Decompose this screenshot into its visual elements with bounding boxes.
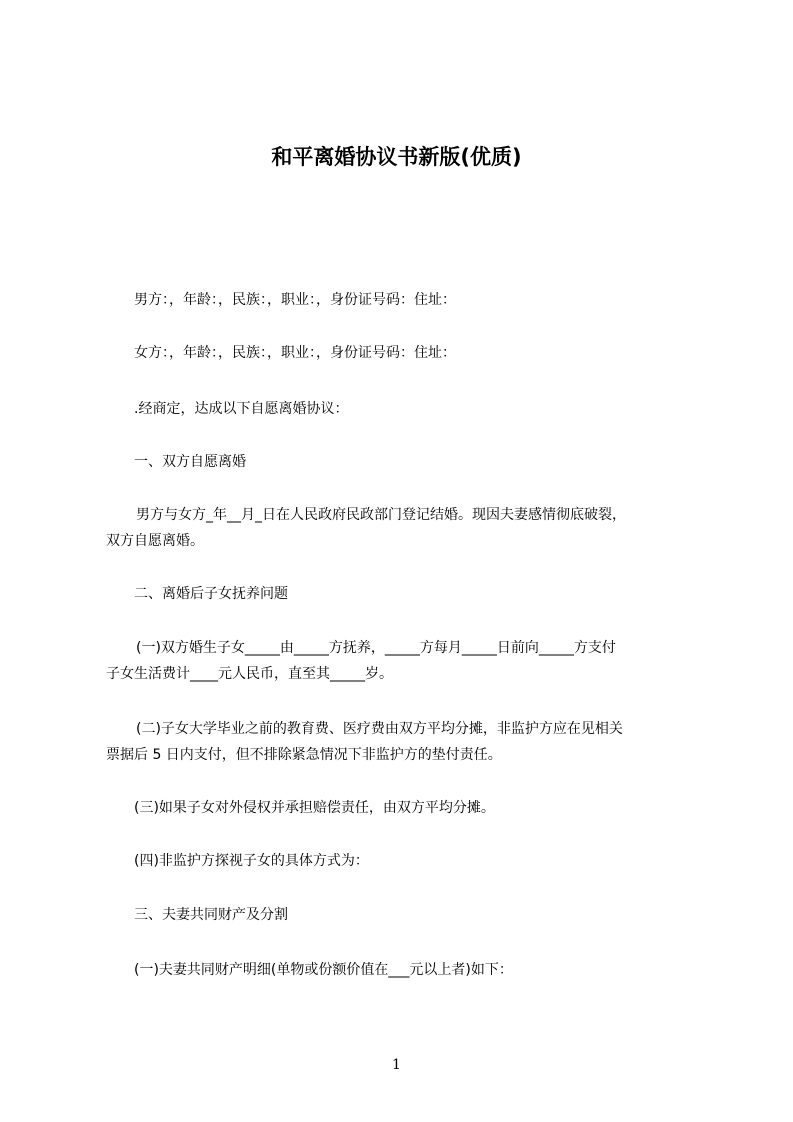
page-number: 1: [392, 1057, 401, 1073]
agreement-intro: .经商定，达成以下自愿离婚协议：: [134, 401, 349, 417]
section-1-text: [106, 502, 706, 554]
section-2-heading: 二、离婚后子女抚养问题: [134, 586, 288, 602]
section-1-text-line-1: 男方与女方_年__月_日在人民政府民政部门登记结婚。现因夫妻感情彻底破裂，: [136, 507, 626, 523]
section-3-item-1: (一)夫妻共同财产明细(单物或份额价值在___元以上者)如下：: [134, 962, 513, 978]
section-2-item-4: (四)非监护方探视子女的具体方式为：: [134, 853, 369, 869]
section-2-item-2: [106, 716, 706, 768]
party-male-info: 男方：，年龄：，民族：，职业：，身份证号码：住址：: [134, 292, 456, 308]
section-2-item-1: [106, 635, 706, 687]
section-2-item-1-line-2: 子女生活费计____元人民币，直至其_____岁。: [106, 666, 393, 682]
section-2-item-1-line-1: (一)双方婚生子女_____由_____方抚养，_____方每月_____日前向_____方支付: [136, 640, 616, 656]
section-1-heading: 一、双方自愿离婚: [134, 454, 246, 470]
section-2-item-2-line-2: 票据后 5 日内支付，但不排除紧急情况下非监护方的垫付责任。: [106, 747, 502, 763]
document-title: 和平离婚协议书新版(优质): [271, 145, 522, 169]
section-1-text-line-2: 双方自愿离婚。: [106, 533, 204, 549]
party-female-info: 女方：，年龄：，民族：，职业：，身份证号码：住址：: [134, 345, 456, 361]
section-2-item-3: (三)如果子女对外侵权并承担赔偿责任，由双方平均分摊。: [134, 800, 495, 816]
section-3-heading: 三、夫妻共同财产及分割: [134, 907, 288, 923]
section-2-item-2-line-1: (二)子女大学毕业之前的教育费、医疗费由双方平均分摊，非监护方应在见相关: [136, 721, 623, 737]
